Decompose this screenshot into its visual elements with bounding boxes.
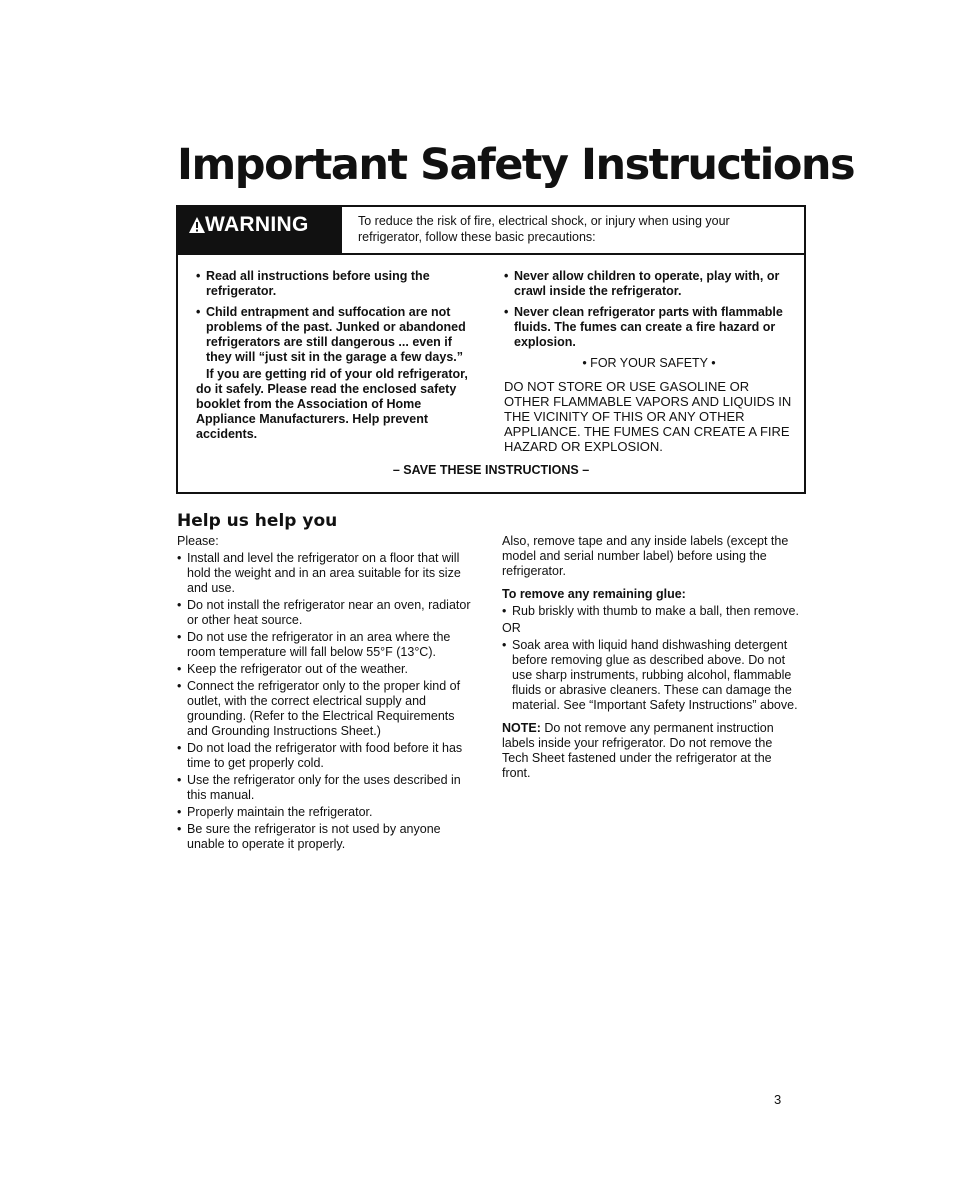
glue-heading: To remove any remaining glue: <box>502 587 686 601</box>
note-paragraph <box>502 721 800 781</box>
please-label: Please: <box>177 534 219 548</box>
list-item: • Do not use the refrigerator in an area where the room temperature will fall below 55°F (13°C). <box>177 630 477 660</box>
list-item: • Use the refrigerator only for the uses described in this manual. <box>177 773 477 803</box>
list-item: • Be sure the refrigerator is not used by anyone unable to operate it properly. <box>177 822 477 852</box>
list-item: • Do not load the refrigerator with food before it has time to get properly cold. <box>177 741 477 771</box>
list-item: • Keep the refrigerator out of the weather. <box>177 662 477 677</box>
list-item: • Properly maintain the refrigerator. <box>177 805 477 820</box>
help-left-column <box>177 534 477 854</box>
warning-word: WARNING <box>205 213 309 236</box>
for-your-safety: • FOR YOUR SAFETY • <box>582 356 716 370</box>
warning-intro: To reduce the risk of fire, electrical shock, or injury when using your refrigerator, follow these basic precautions: <box>358 214 730 244</box>
caution-caps: DO NOT STORE OR USE GASOLINE OR OTHER FLAMMABLE VAPORS AND LIQUIDS IN THE VICINITY OF THIS OR ANY OTHER APPLIANCE. THE FUMES CAN CREATE A FIRE HAZARD OR EXPLOSION. <box>504 379 792 454</box>
warning-right-column <box>504 269 794 460</box>
or-label: OR <box>502 621 521 635</box>
also-paragraph: Also, remove tape and any inside labels (except the model and serial number label) before using the refrigerator. <box>502 534 789 578</box>
page-number: 3 <box>774 1092 782 1107</box>
list-item: • Install and level the refrigerator on a floor that will hold the weight and in an area suitable for its size and use. <box>177 551 477 596</box>
save-instructions: – SAVE THESE INSTRUCTIONS – <box>392 463 590 477</box>
page-title: Important Safety Instructions <box>177 140 855 190</box>
help-heading: Help us help you <box>177 511 338 531</box>
list-item: • Soak area with liquid hand dishwashing detergent before removing glue as described above. Do not use sharp instruments, rubbing alcohol, flammable fluids or abrasive cleaners. These can damage the material. See “Important Safety Instructions” above. <box>502 638 800 713</box>
help-right-column <box>502 534 800 783</box>
note-text: Do not remove any permanent instruction labels inside your refrigerator. Do not remove the Tech Sheet fastened under the refrigerator at the front. <box>502 721 774 780</box>
warning-item: • Never clean refrigerator parts with flammable fluids. The fumes can create a fire hazard or explosion. <box>504 305 794 350</box>
warning-left-column <box>196 269 480 448</box>
list-item: • Connect the refrigerator only to the proper kind of outlet, with the correct electrical supply and grounding. (Refer to the Electrical Requirements and Grounding Instructions Sheet.) <box>177 679 477 739</box>
warning-badge <box>178 207 342 253</box>
warning-triangle-icon <box>188 216 206 234</box>
warning-item: • Read all instructions before using the refrigerator. <box>196 269 480 299</box>
warning-header <box>178 207 804 255</box>
list-item: • Do not install the refrigerator near an oven, radiator or other heat source. <box>177 598 477 628</box>
warning-item: If you are getting rid of your old refrigerator, do it safely. Please read the enclosed safety booklet from the Association of Home Appliance Manufacturers. Help prevent accidents. <box>196 367 468 441</box>
warning-item: • Child entrapment and suffocation are not problems of the past. Junked or abandoned refrigerators are still dangerous ... even if they will “just sit in the garage a few days.” <box>196 305 480 365</box>
note-label: NOTE: <box>502 721 541 735</box>
list-item: • Rub briskly with thumb to make a ball, then remove. <box>502 604 800 619</box>
warning-item: • Never allow children to operate, play with, or crawl inside the refrigerator. <box>504 269 794 299</box>
warning-box <box>176 205 806 494</box>
